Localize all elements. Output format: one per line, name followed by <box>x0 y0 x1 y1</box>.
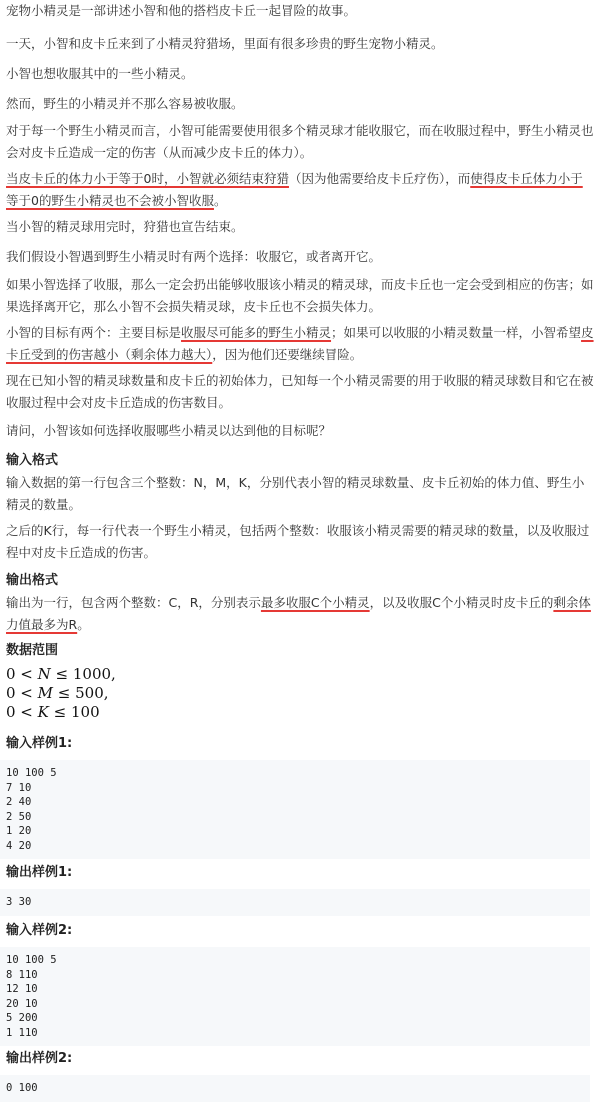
paragraph-question: 请问，小智该如何选择收服哪些小精灵以达到他的目标呢？ <box>6 423 332 438</box>
input-format-line1: 输入数据的第一行包含三个整数：N，M，K，分别代表小智的精灵球数量、皮卡丘初始的体力值、野生小精灵的数量。 <box>6 475 585 512</box>
range-n: 0 < N ≤ 1000, <box>6 665 116 683</box>
output-format-text <box>6 592 594 636</box>
code-line: 1 110 <box>6 1026 38 1039</box>
text-output-c: ，以及收服C个小精灵时皮卡丘的 <box>369 595 554 610</box>
highlight-not-caught: 使得皮卡丘体力小于等于0的野生小精灵也不会被小智收服 <box>6 171 583 208</box>
paragraph-choices: 我们假设小智遇到野生小精灵时有两个选择：收服它，或者离开它。 <box>6 249 382 264</box>
paragraph-want: 小智也想收服其中的一些小精灵。 <box>6 66 194 81</box>
code-line: 12 10 <box>6 983 38 995</box>
code-line: 10 100 5 <box>6 954 57 966</box>
paragraph-intro: 宠物小精灵是一部讲述小智和他的搭档皮卡丘一起冒险的故事。 <box>6 3 357 18</box>
sample-output-1-block <box>0 889 590 916</box>
paragraph-damage: 对于每一个野生小精灵而言，小智可能需要使用很多个精灵球才能收服它，而在收服过程中，野生小精灵也会对皮卡丘造成一定的伤害（从而减少皮卡丘的体力）。 <box>6 123 594 160</box>
code-line: 8 110 <box>6 968 38 981</box>
text-period: 。 <box>213 193 227 208</box>
text-output-a: 输出为一行，包含两个整数：C，R，分别表示 <box>6 595 261 610</box>
input-format-line2: 之后的K行，每一行代表一个野生小精灵，包括两个整数：收服该小精灵需要的精灵球的数量，以及收服过程中对皮卡丘造成的伤害。 <box>6 523 590 560</box>
text-output-e: 。 <box>77 617 90 632</box>
code-line: 10 100 5 <box>6 767 57 779</box>
paragraph-known: 现在已知小智的精灵球数量和皮卡丘的初始体力，已知每一个小精灵需要的用于收服的精灵球数目和它在被收服过程中会对皮卡丘造成的伤害数目。 <box>6 373 594 410</box>
paragraph-however: 然而，野生的小精灵并不那么容易被收服。 <box>6 96 244 111</box>
code-line: 0 100 <box>6 1082 38 1094</box>
paragraph-balls-out: 当小智的精灵球用完时，狩猎也宣告结束。 <box>6 219 244 234</box>
sample-input-2-block <box>0 947 590 1046</box>
output-format-heading: 输出格式 <box>6 573 59 588</box>
input-format-heading: 输入格式 <box>6 453 59 468</box>
sample-output-2-heading: 输出样例2: <box>6 1051 73 1066</box>
text-heal: （因为他需要给皮卡丘疗伤），而 <box>288 171 471 186</box>
highlight-min-damage: 皮卡丘受到的伤害越小（剩余体力越大） <box>6 325 594 362</box>
code-line: 2 50 <box>6 810 32 823</box>
paragraph-goals <box>6 322 594 366</box>
sample-input-2-heading: 输入样例2: <box>6 923 73 938</box>
paragraph-choice-effects: 如果小智选择了收服，那么一定会扔出能够收服该小精灵的精灵球，而皮卡丘也一定会受到相应的伤害；如果选择离开它，那么小智不会损失精灵球，皮卡丘也不会损失体力。 <box>6 277 594 314</box>
code-line: 4 20 <box>6 839 32 852</box>
text-goals-c: ；如果可以收服的小精灵数量一样，小智希望 <box>331 325 582 340</box>
code-line: 7 10 <box>6 781 32 794</box>
code-line: 3 30 <box>6 896 32 908</box>
paragraph-end-condition <box>6 168 594 212</box>
code-line: 5 200 <box>6 1012 38 1024</box>
paragraph-day: 一天，小智和皮卡丘来到了小精灵狩猎场，里面有很多珍贵的野生宠物小精灵。 <box>6 36 444 51</box>
highlight-end-hunt: 当皮卡丘的体力小于等于0时，小智就必须结束狩猎 <box>6 171 289 186</box>
text-goals-e: ，因为他们还要继续冒险。 <box>212 347 363 362</box>
highlight-max-r: 剩余体力值最多为R <box>6 595 591 632</box>
range-m: 0 < M ≤ 500, <box>6 684 109 702</box>
sample-output-1-heading: 输出样例1: <box>6 865 73 880</box>
sample-input-1-block <box>0 760 590 859</box>
sample-input-1-heading: 输入样例1: <box>6 736 73 751</box>
text-goals-a: 小智的目标有两个：主要目标是 <box>6 325 182 340</box>
code-line: 2 40 <box>6 796 32 808</box>
highlight-max-catch: 收服尽可能多的野生小精灵 <box>181 325 332 340</box>
highlight-max-c: 最多收服C个小精灵 <box>260 595 370 610</box>
data-range-heading: 数据范围 <box>6 643 59 658</box>
range-k: 0 < K ≤ 100 <box>6 703 100 721</box>
code-line: 20 10 <box>6 997 38 1010</box>
sample-output-2-block <box>0 1075 590 1102</box>
code-line: 1 20 <box>6 825 32 837</box>
